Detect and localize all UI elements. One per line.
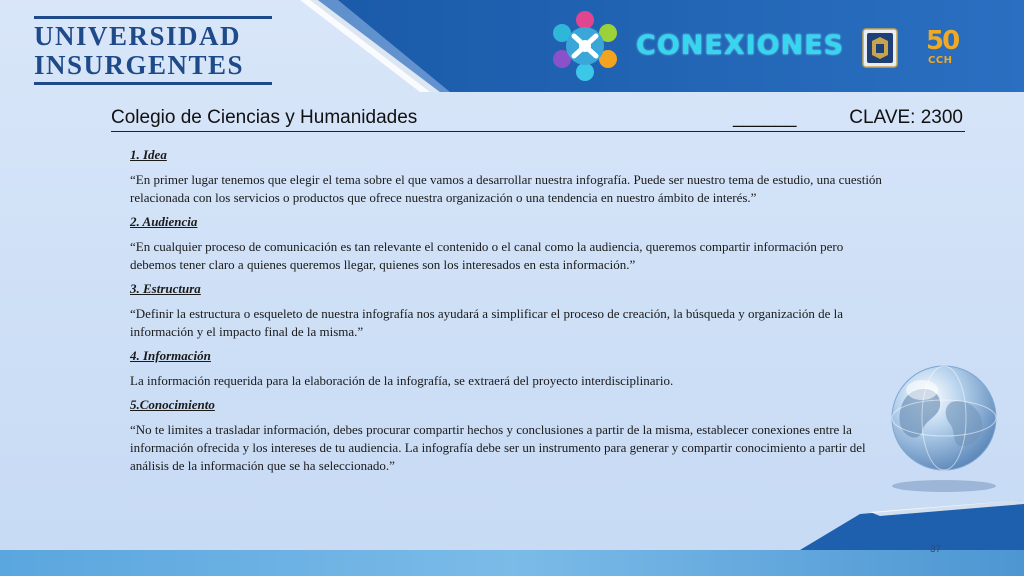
section-text: “En primer lugar tenemos que elegir el tema sobre el que vamos a desarrollar nuestra infografía. Puede ser nuestro tema de estudio, una cuestión relacionada con los servicios o productos que ofrece nuestra organización o una tendencia en nuestro ámbito de interés.”: [130, 172, 882, 205]
cch-50-logo-icon: [922, 28, 978, 70]
conexiones-logo-icon: [548, 8, 622, 82]
clave-label: CLAVE: 2300: [849, 107, 963, 128]
university-name-line2: INSURGENTES: [34, 50, 245, 80]
section-audiencia: [130, 213, 890, 274]
anniversary-number: 50: [926, 26, 959, 56]
anniversary-text: CCH: [928, 55, 953, 66]
section-conocimiento: [130, 396, 890, 475]
section-idea: [130, 146, 890, 207]
title-bar: [111, 106, 965, 132]
section-heading: 5.Conocimiento: [130, 397, 215, 412]
section-text: La información requerida para la elaboración de la infografía, se extraerá del proyecto interdisciplinario.: [130, 373, 674, 388]
section-text: “En cualquier proceso de comunicación es tan relevante el contenido o el canal como la audiencia, queremos compartir información pero debemos tener claro a quienes queremos llegar, quienes son los interesados en esta información.”: [130, 239, 844, 272]
college-title: Colegio de Ciencias y Humanidades: [111, 107, 418, 128]
unam-seal-icon: [862, 28, 898, 68]
university-name-line1: UNIVERSIDAD: [34, 21, 242, 51]
university-logo: [34, 16, 272, 86]
globe-icon: [882, 362, 1002, 494]
section-estructura: [130, 280, 890, 341]
section-heading: 1. Idea: [130, 147, 167, 162]
section-text: “No te limites a trasladar información, debes procurar compartir hechos y conclusiones a partir de la misma, establecer conexiones entre la información ofrecida y los intereses de tu audiencia. La infografía debe ser un instrumento para generar y compartir conocimiento a partir del análisis de la información que se ha seleccionado.”: [130, 422, 866, 473]
logo-rule-top: [34, 16, 272, 19]
section-heading: 2. Audiencia: [130, 214, 198, 229]
page-number: 37: [930, 544, 942, 555]
content-body: [130, 146, 890, 481]
section-heading: 3. Estructura: [130, 281, 201, 296]
section-text: “Definir la estructura o esqueleto de nuestra infografía nos ayudará a simplificar el proceso de creación, la búsqueda y organización de la información y el impacto final de la misma.”: [130, 306, 844, 339]
section-informacion: [130, 347, 890, 390]
title-blank-field: ______: [733, 107, 797, 128]
bottom-band: [0, 500, 1024, 576]
logo-rule-bottom: [34, 82, 272, 85]
section-heading: 4. Información: [130, 348, 211, 363]
conexiones-logo-text: CONEXIONES: [636, 30, 845, 61]
